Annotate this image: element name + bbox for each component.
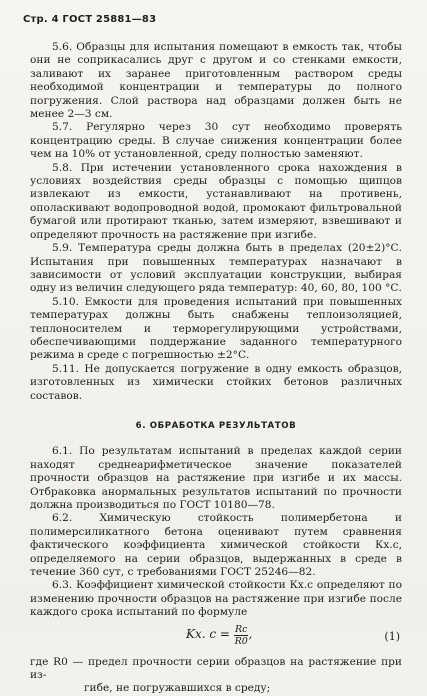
paragraph-6-1: 6.1. По результатам испытаний в пределах каждой серии находят среднеарифметическое значение показателей прочности образцов на растяжение при изгибе и их массы. Отбраковка анормальных результатов испытаний по прочности должна производиться по ГОСТ 10180—78. <box>30 445 402 511</box>
paragraph-5-9: 5.9. Температура среды должна быть в пределах (20±2)°С. Испытания при повышенных температурах назначают в зависимости от условий эксплуатации конструкции, выбирая одну из величин следующего ряда температур: 40, 60, 80, 100 °С. <box>30 242 402 295</box>
formula-numerator: Rс <box>234 623 248 635</box>
formula-number: (1) <box>384 629 400 643</box>
formula-lhs: Kх. с = <box>186 627 230 642</box>
page-header: Стр. 4 ГОСТ 25881—83 <box>23 14 157 25</box>
formula-trailing: , <box>248 627 253 642</box>
section-title: 6. ОБРАБОТКА РЕЗУЛЬТАТОВ <box>135 420 297 431</box>
formula-fraction <box>234 624 248 647</box>
formula-denominator: R0 <box>234 635 248 647</box>
paragraph-5-6: 5.6. Образцы для испытания помещают в емкость так, чтобы они не соприкасались друг с другом и со стенками емкости, заливают их заранее приготовленным раствором среды необходимой концентрации и температуры до полного погружения. Слой раствора над образцами должен быть не менее 2—3 см. <box>30 41 402 121</box>
paragraph-5-7: 5.7. Регулярно через 30 сут необходимо проверять концентрацию среды. В случае снижения концентрации более чем на 10% от установленной, среду полностью заменяют. <box>30 121 402 161</box>
paragraph-5-8: 5.8. При истечении установленного срока нахождения в условиях воздействия среды образцы с помощью щипцов извлекают из емкости, устанавливают на противень, ополаскивают водопроводной водой, промокают фильтровальной бумагой или протирают тканью, затем измеряют, взвешивают и определяют прочность на растяжение при изгибе. <box>30 161 402 241</box>
where-line-1: где R0 — предел прочности серии образцов на растяжение при из- <box>30 655 402 682</box>
where-line-2: гибе, не погружавшихся в среду; <box>84 682 271 695</box>
formula-expression <box>186 624 252 647</box>
document-body <box>30 41 402 696</box>
formula-1 <box>30 623 402 653</box>
paragraph-5-11: 5.11. Не допускается погружение в одну емкость образцов, изготовленных из химически стойких бетонов различных составов. <box>30 362 402 402</box>
paragraph-5-10: 5.10. Емкости для проведения испытаний при повышенных температурах должны быть снабжены теплоизоляцией, теплоносителем и терморегулирующими устройствами, обеспечивающими поддержание заданного температурного режима в среде с погрешностью ±2°С. <box>30 295 402 362</box>
paragraph-6-3: 6.3. Коэффициент химической стойкости Кх.с определяют по изменению прочности образцов на растяжение при изгибе после каждого срока испытаний по формуле <box>30 579 402 619</box>
paragraph-6-2: 6.2. Химическую стойкость полимербетона и полимерсиликатного бетона оценивают путем сравнения фактического коэффициента химической стойкости Кх.с, определяемого на серии образцов, выдержанных в среде в течение 360 сут, с требованиями ГОСТ 25246—82. <box>30 512 402 579</box>
